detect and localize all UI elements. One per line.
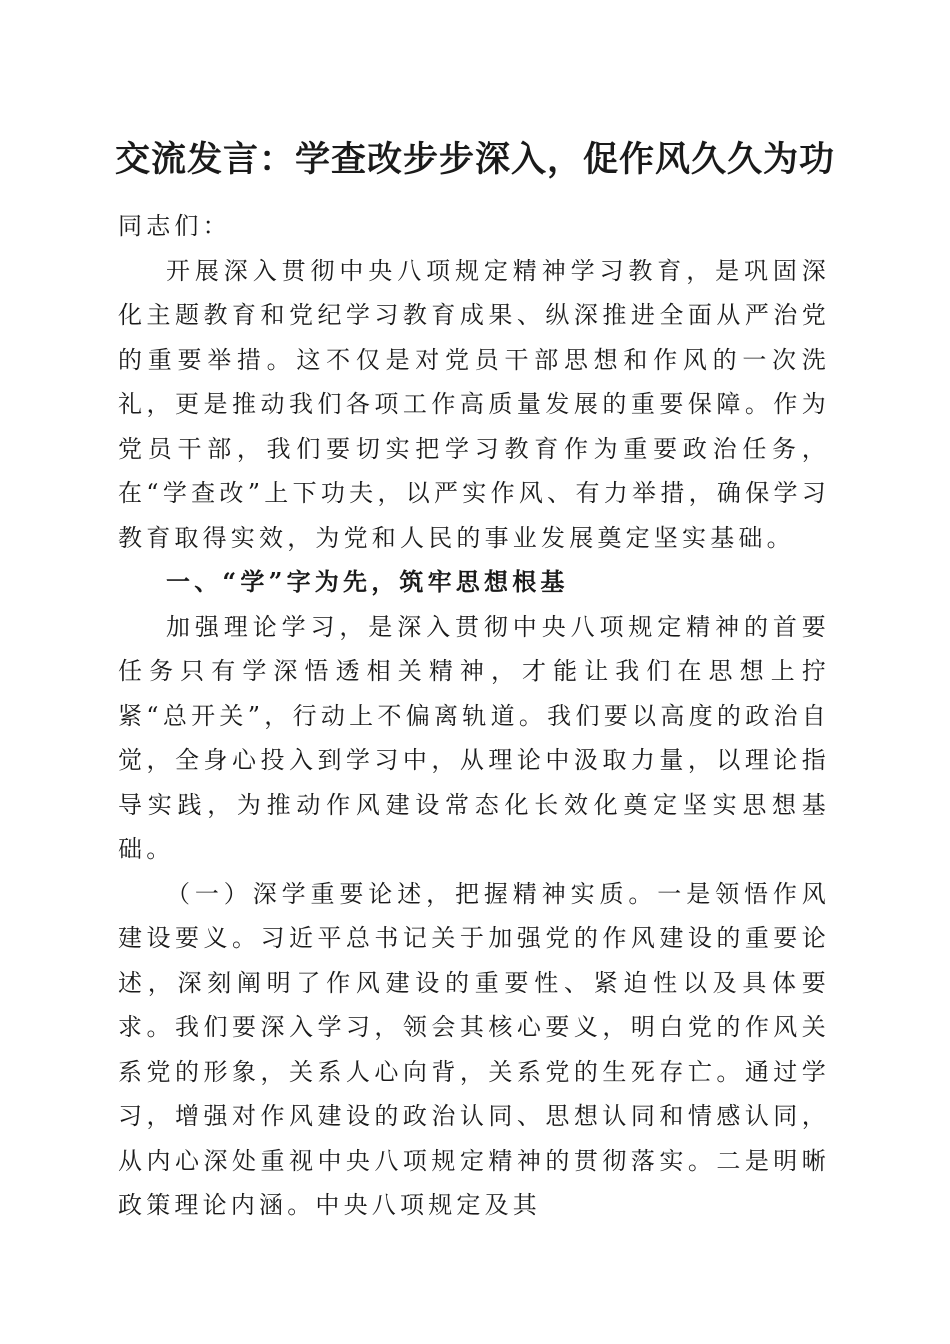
document-title: 交流发言：学查改步步深入，促作风久久为功 bbox=[114, 139, 835, 180]
section-1-paragraph: 加强理论学习，是深入贯彻中央八项规定精神的首要任务只有学深悟透相关精神，才能让我们在思想上拧紧“总开关”，行动上不偏离轨道。我们要以高度的政治自觉，全身心投入到学习中，从理论中汲取力量，以理论指导实践，为推动作风建设常态化长效化奠定坚实思想基础。 bbox=[118, 612, 830, 863]
subsection-1-paragraph bbox=[118, 872, 830, 1228]
salutation: 同志们： bbox=[118, 212, 231, 240]
subsection-1-lead: （一）深学重要论述，把握精神实质。 bbox=[166, 879, 658, 908]
section-heading-1: 一、“学”字为先，筑牢思想根基 bbox=[166, 567, 569, 596]
intro-paragraph: 开展深入贯彻中央八项规定精神学习教育，是巩固深化主题教育和党纪学习教育成果、纵深推进全面从严治党的重要举措。这不仅是对党员干部思想和作风的一次洗礼，更是推动我们各项工作高质量发展的重要保障。作为党员干部，我们要切实把学习教育作为重要政治任务，在“学查改”上下功夫，以严实作风、有力举措，确保学习教育取得实效，为党和人民的事业发展奠定坚实基础。 bbox=[118, 256, 830, 552]
subsection-1-text: 一是领悟作风建设要义。习近平总书记关于加强党的作风建设的重要论述，深刻阐明了作风建设的重要性、紧迫性以及具体要求。我们要深入学习，领会其核心要义，明白党的作风关系党的形象，关系人心向背，关系党的生死存亡。通过学习，增强对作风建设的政治认同、思想认同和情感认同，从内心深处重视中央八项规定精神的贯彻落实。二是明晰政策理论内涵。中央八项规定及其 bbox=[118, 879, 830, 1219]
document-body bbox=[118, 204, 830, 1228]
